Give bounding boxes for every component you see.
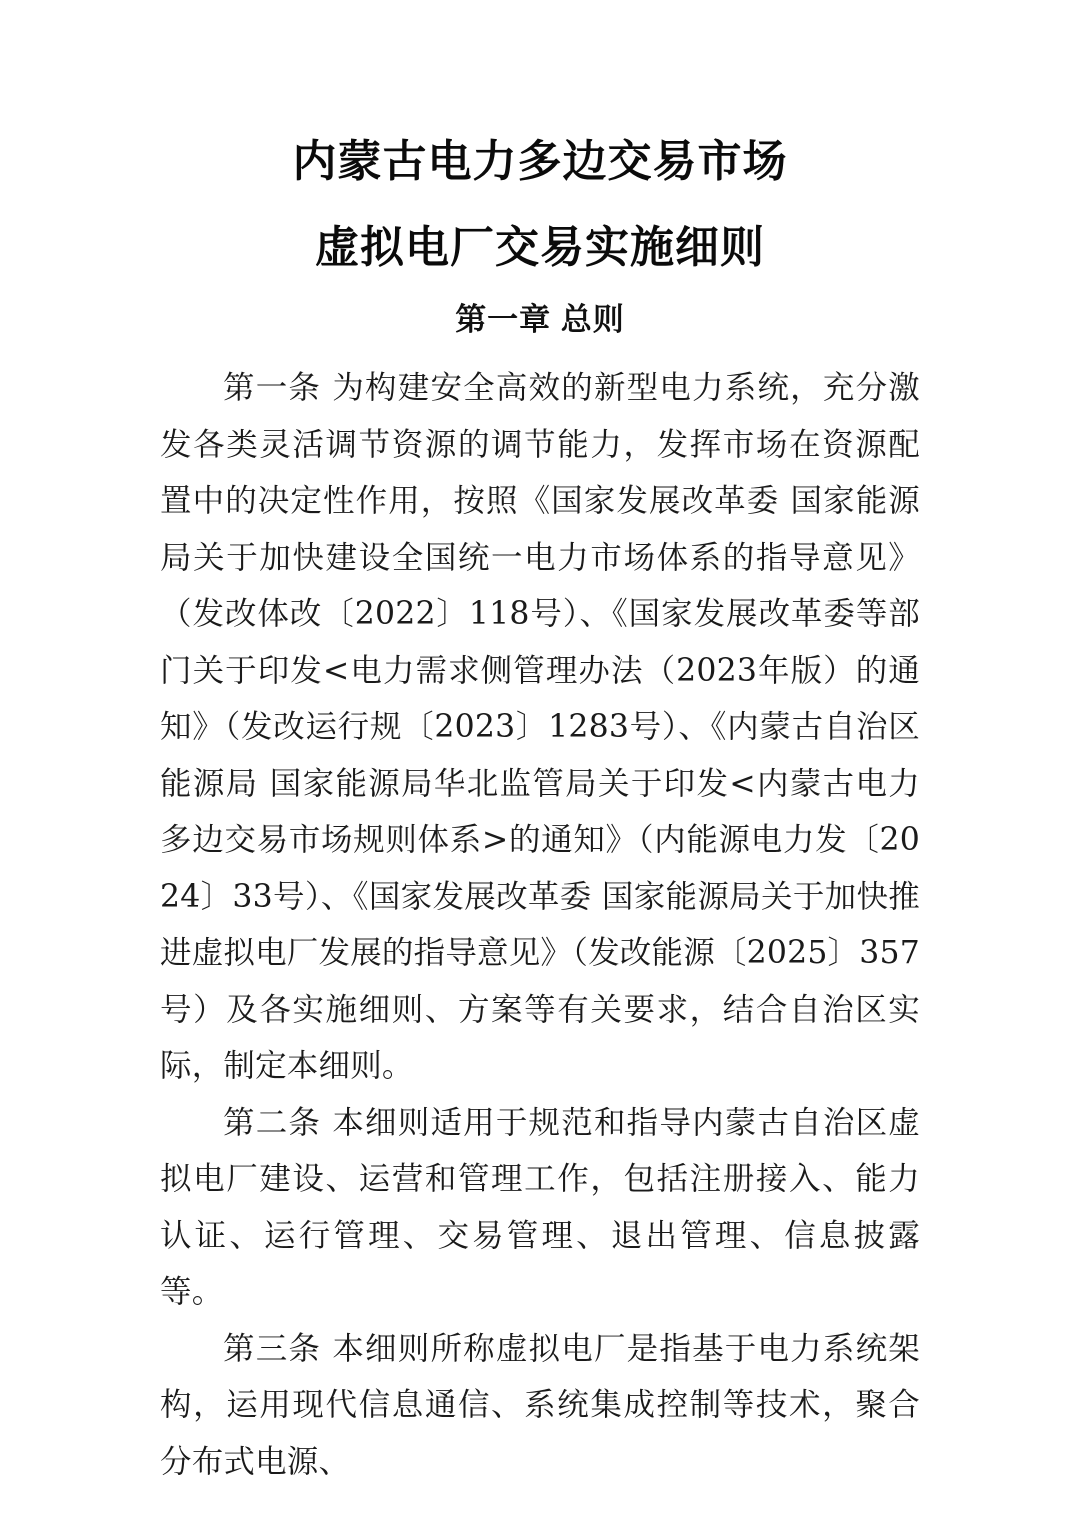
article-paragraph: 第二条 本细则适用于规范和指导内蒙古自治区虚拟电厂建设、运营和管理工作，包括注册接入、能力认证、运行管理、交易管理、退出管理、信息披露等。 xyxy=(160,1104,920,1310)
document-body xyxy=(160,360,920,1490)
document-title-line-1: 内蒙古电力多边交易市场 xyxy=(292,136,788,187)
chapter-heading: 第一章 总则 xyxy=(455,302,625,337)
article-paragraph: 第一条 为构建安全高效的新型电力系统，充分激发各类灵活调节资源的调节能力，发挥市场在资源配置中的决定性作用，按照《国家发展改革委 国家能源局关于加快建设全国统一电力市场体系的指导意见》（发改体改〔2022〕118号）、《国家发展改革委等部门关于印发<电力需求侧管理办法（2023年版）的通知》（发改运行规〔2023〕1283号）、《内蒙古自治区能源局 国家能源局华北监管局关于印发<内蒙古电力多边交易市场规则体系>的通知》（内能源电力发〔2024〕33号）、《国家发展改革委 国家能源局关于加快推进虚拟电厂发展的指导意见》（发改能源〔2025〕357号）及各实施细则、方案等有关要求，结合自治区实际，制定本细则。 xyxy=(160,370,920,1084)
document-title-line-2: 虚拟电厂交易实施细则 xyxy=(315,222,765,273)
article-paragraph: 第三条 本细则所称虚拟电厂是指基于电力系统架构，运用现代信息通信、系统集成控制等技术，聚合分布式电源、 xyxy=(160,1330,920,1480)
